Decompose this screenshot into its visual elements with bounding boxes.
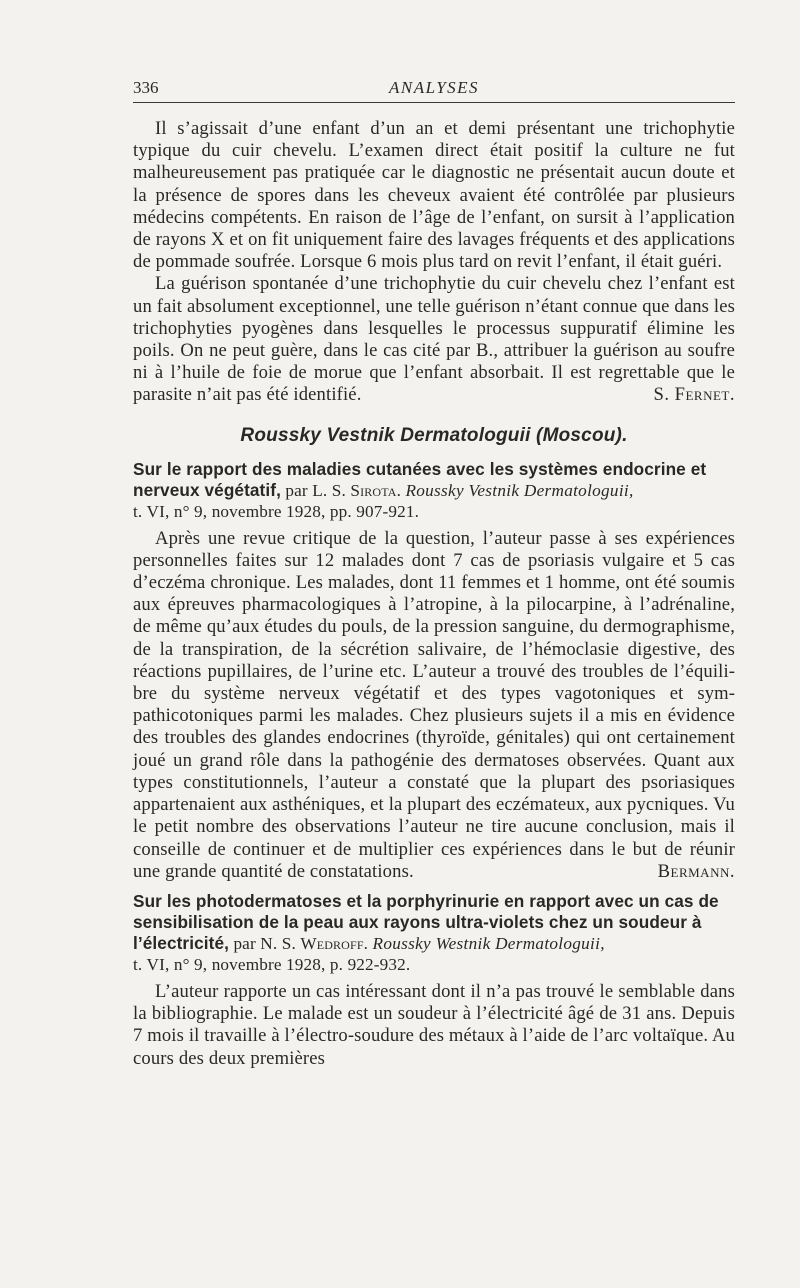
article-by: par N. S. [233, 933, 296, 953]
article-title: Sur le rapport des maladies cutanées avec les systèmes endocrine et nerveux végétatif, [133, 458, 707, 500]
article-citation: t. VI, n° 9, novembre 1928, pp. 907-921. [133, 501, 420, 521]
article-body: L’auteur rapporte un cas intéressant dont il n’a pas trouvé le semblable dans la bibliographie. Le malade est un soudeur à l’électricité âgé de 31 ans. Depuis 7 mois il travaille à l’électro-soudure des métaux à l’aide de l’arc voltaïque. Au cours des deux premières [133, 980, 735, 1069]
running-title: ANALYSES [388, 78, 480, 97]
signature: S. Fernet. [653, 384, 735, 406]
article-body: Après une revue critique de la question, l’auteur passe à ses expériences personnelles faites sur 12 malades dont 7 cas de psoriasis vulgaire et 5 cas d’eczéma chronique. Les malades, dont 11 femmes et 1 homme, ont été soumis aux épreuves pharmacologiques à l’atropine, à la pilocarpine, à l’adrénaline, de même qu’aux études du pouls, de la pression sanguine, du dermographisme, de la transpiration, de la sécrétion salivaire, de l’hémoclasie digestive, des réactions pupillaires, de l’urine etc. L’auteur a trouvé des troubles de l’équilibre du système nerveux végétatif et des types vagotoniques et sympathicotoniques parmi les malades. Chez plusieurs sujets il a mis en évidence des troubles des glandes endocrines (thyroïde, génitales) qui ont certainement joué un grand rôle dans la pathogénie des dermatoses observées. Quant aux types constitutionnels, l’auteur a constaté que la plupart des psoriasiques appartenaient aux asthéniques, et la plupart des eczémateux, aux pycniques. Vu le petit nombre des observations l’auteur ne tire aucune conclusion, mais il conseille de continuer et de multiplier ces expériences dans le but de réunir une grande quantité de constatations. [133, 527, 735, 882]
article-journal: Roussky Westnik Dermatologuii, [372, 933, 605, 953]
article-title: Sur les photodermatoses et la porphyrinurie en rapport avec un cas de sensibilisation de la peau aux rayons ultra-violets chez un soudeur à l’électricité, [133, 890, 719, 953]
article-journal: Roussky Vestnik Dermatologuii, [405, 480, 634, 500]
signature: Bermann. [657, 860, 735, 882]
article-author: Sirota. [350, 480, 402, 500]
paragraph: La guérison spontanée d’une trichophytie du cuir chevelu chez l’enfant est un fait absolument exceptionnel, une telle guérison n’étant connue que dans les trichophyties pyogènes dans lesquelles le processus suppuratif élimine les poils. On ne peut guère, dans le cas cité par B., attribuer la guérison au soufre ni à l’huile de foie de morue que l’enfant absorbait. Il est regrettable que le parasite n’ait pas été identifié. [133, 273, 735, 406]
page-number: 336 [133, 78, 159, 97]
page-content [133, 118, 735, 1070]
article-by: par L. S. [285, 480, 346, 500]
article-entry [133, 459, 735, 883]
article-author: Wedroff. [300, 933, 369, 953]
journal-heading: Roussky Vestnik Dermatologuii (Moscou). [240, 424, 628, 446]
article-citation: t. VI, n° 9, novembre 1928, p. 922-932. [133, 954, 411, 974]
article-entry [133, 891, 735, 1070]
paragraph: Il s’agissait d’une enfant d’un an et demi présentant une trichophytie typique du cuir chevelu. L’examen direct était positif la culture ne fut malheureusement pas pratiquée car le diagnostic ne présentait aucun doute et la présence de spores dans les cheveux avaient été contrôlée par plusieurs médecins compétents. En raison de l’âge de l’enfant, on sursit à l’application de rayons X et on fit uniquement faire des lavages fréquents et des applications de pommade soufrée. Lorsque 6 mois plus tard on revit l’enfant, il était guéri. [133, 118, 735, 273]
page-header [133, 78, 735, 103]
